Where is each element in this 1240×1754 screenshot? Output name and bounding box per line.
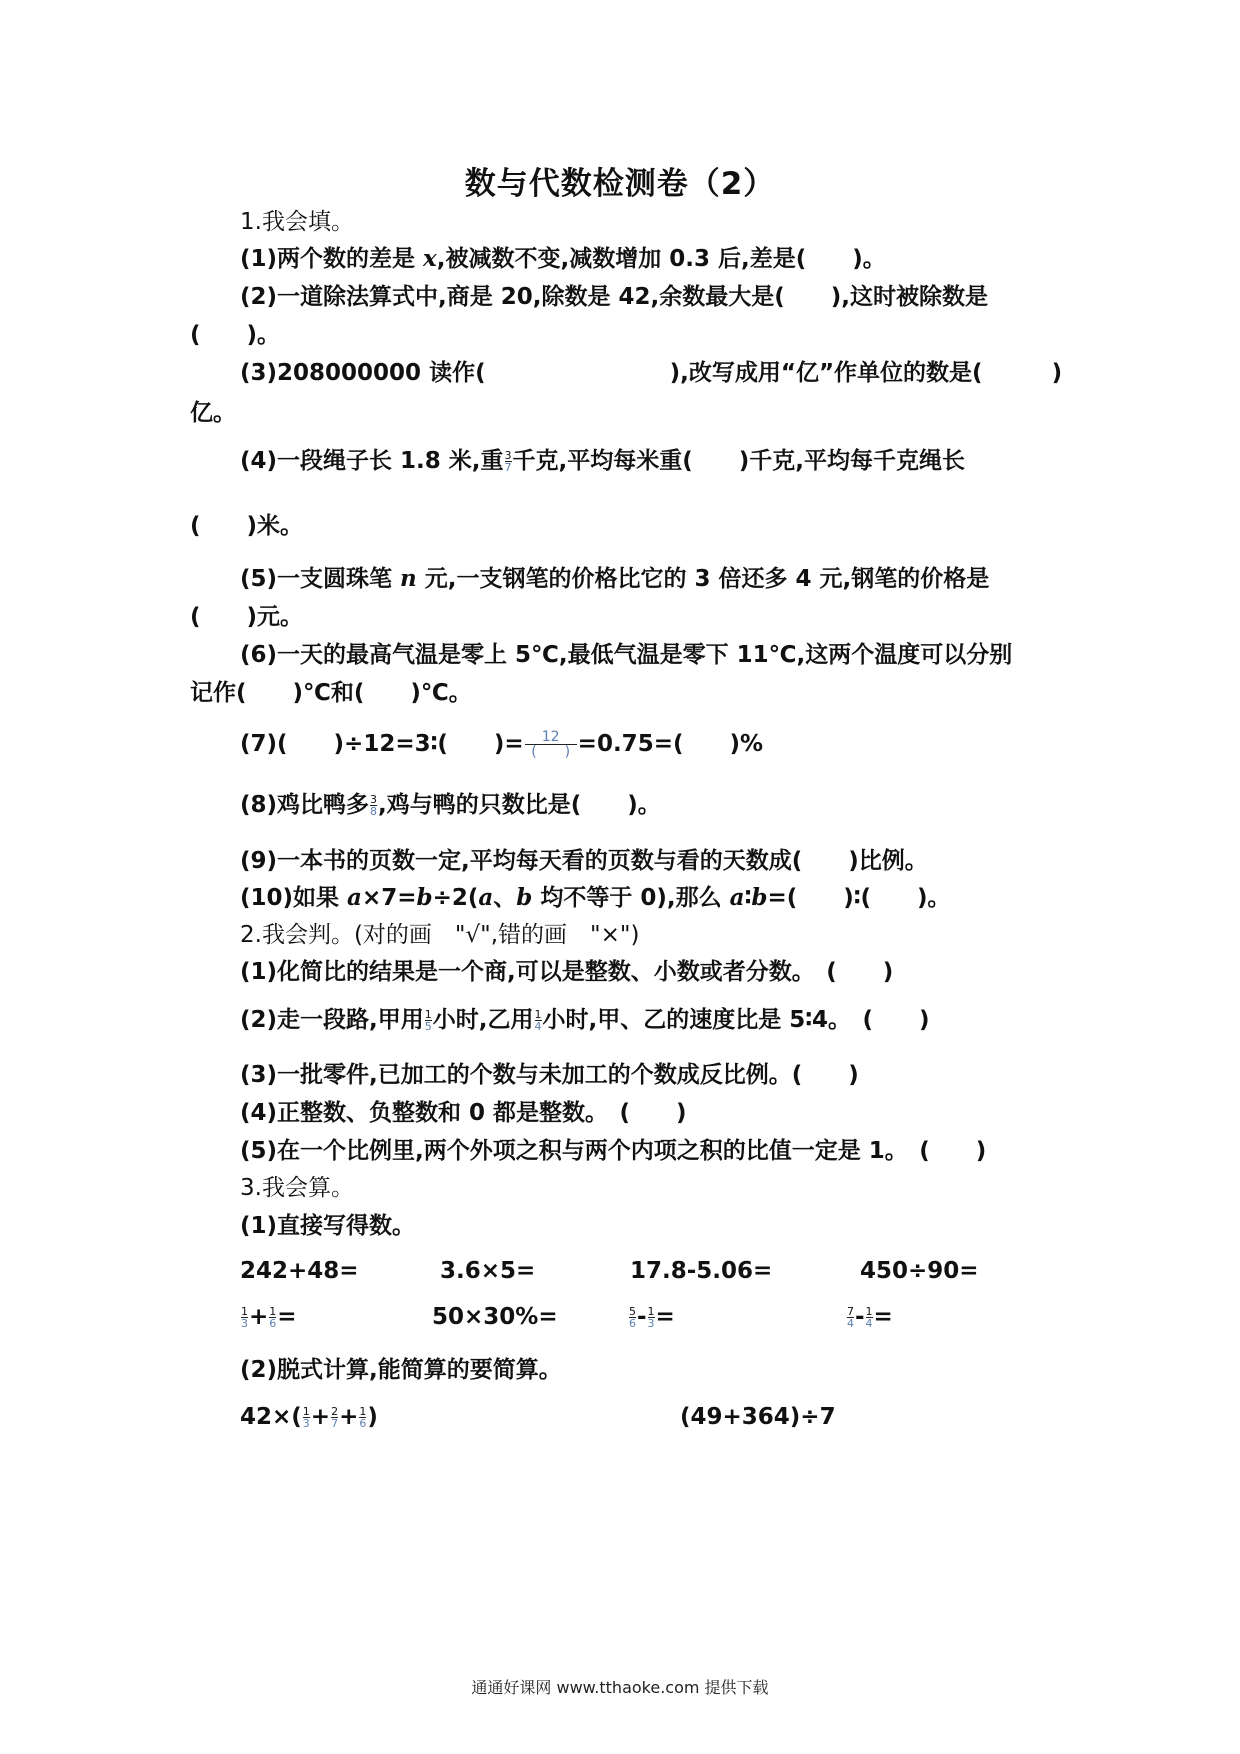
calc-item: $\frac{1}{3}$ + $\frac{1}{6}$ = bbox=[241, 1304, 297, 1330]
section-3-sub1: (1)直接写得数。 bbox=[240, 1213, 416, 1239]
calc-item: 50×30%= bbox=[432, 1304, 558, 1330]
fraction: $\frac{1}{6}$ bbox=[269, 1305, 277, 1330]
footer-credit: 通通好课网 www.tthaoke.com 提供下载 bbox=[471, 1678, 769, 1697]
question-2-3: (3)一批零件,已加工的个数与未加工的个数成反比例。( ) bbox=[240, 1062, 859, 1088]
question-2-5: (5)在一个比例里,两个外项之积与两个内项之积的比值一定是 1。 ( ) bbox=[240, 1138, 987, 1164]
question-2-2: (2)走一段路,甲用 $\frac{1}{5}$ 小时,乙用 $\frac{1}{4}$ 小时,甲、乙的速度比是 5∶4。 ( ) bbox=[240, 1007, 930, 1033]
calc-item: 450÷90= bbox=[860, 1258, 979, 1284]
calc-item: 242+48= bbox=[240, 1258, 359, 1284]
question-1-8: (8)鸡比鸭多 $\frac{3}{8}$ ,鸡与鸭的只数比是( )。 bbox=[240, 792, 661, 818]
question-1-6: (6)一天的最高气温是零上 5℃,最低气温是零下 11℃,这两个温度可以分别 bbox=[240, 642, 1013, 668]
fraction: $\frac{2}{7}$ bbox=[331, 1405, 339, 1430]
question-2-1: (1)化简比的结果是一个商,可以是整数、小数或者分数。 ( ) bbox=[240, 959, 894, 985]
question-1-6-cont: 记作( )℃和( )℃。 bbox=[190, 680, 472, 706]
question-1-3-cont: 亿。 bbox=[190, 400, 236, 426]
question-1-7: (7)( )÷12=3∶( )= $\frac{12}{( )}$ =0.75=( )% bbox=[240, 729, 764, 760]
fraction: $\frac{7}{4}$ bbox=[847, 1305, 854, 1330]
fraction: $\frac{12}{( )}$ bbox=[525, 730, 577, 759]
fraction: $\frac{3}{7}$ bbox=[504, 449, 512, 474]
question-1-5-cont: ( )元。 bbox=[190, 604, 304, 630]
question-1-2: (2)一道除法算式中,商是 20,除数是 42,余数最大是( ),这时被除数是 bbox=[240, 284, 989, 310]
question-1-3: (3)208000000 读作( ),改写成用“亿”作单位的数是( ) bbox=[240, 360, 1063, 386]
fraction: $\frac{1}{3}$ bbox=[241, 1305, 248, 1330]
question-1-5: (5)一支圆珠笔 n 元,一支钢笔的价格比它的 3 倍还多 4 元,钢笔的价格是 bbox=[240, 565, 990, 592]
fraction: $\frac{5}{6}$ bbox=[629, 1305, 636, 1330]
fraction: $\frac{1}{5}$ bbox=[424, 1008, 432, 1033]
calc-expression: 42×( $\frac{1}{3}$ + $\frac{2}{7}$ + $\frac{1}{6}$ ) bbox=[240, 1404, 378, 1430]
calc-item: 3.6×5= bbox=[440, 1258, 536, 1284]
calc-item: $\frac{7}{4}$ - $\frac{1}{4}$ = bbox=[847, 1304, 893, 1330]
section-3-heading: 3.我会算。 bbox=[240, 1175, 354, 1201]
question-1-10: (10)如果 a×7=b÷2(a、b 均不等于 0),那么 a∶b=( )∶( )。 bbox=[240, 884, 951, 911]
question-1-1: (1)两个数的差是 x,被减数不变,减数增加 0.3 后,差是( )。 bbox=[240, 245, 886, 272]
question-2-4: (4)正整数、负整数和 0 都是整数。 ( ) bbox=[240, 1100, 687, 1126]
section-3-sub2: (2)脱式计算,能简算的要简算。 bbox=[240, 1357, 562, 1383]
calc-expression: (49+364)÷7 bbox=[680, 1404, 836, 1430]
calc-item: 17.8-5.06= bbox=[630, 1258, 773, 1284]
question-1-4: (4)一段绳子长 1.8 米,重 $\frac{3}{7}$ 千克,平均每米重( )千克,平均每千克绳长 bbox=[240, 448, 966, 474]
calc-item: $\frac{5}{6}$ - $\frac{1}{3}$ = bbox=[629, 1304, 675, 1330]
fraction: $\frac{1}{3}$ bbox=[302, 1405, 310, 1430]
fraction: $\frac{1}{4}$ bbox=[534, 1008, 542, 1033]
fraction: $\frac{1}{3}$ bbox=[647, 1305, 655, 1330]
fraction: $\frac{3}{8}$ bbox=[370, 793, 378, 818]
question-1-2-cont: ( )。 bbox=[190, 322, 281, 348]
section-1-heading: 1.我会填。 bbox=[240, 209, 354, 235]
page-title: 数与代数检测卷（2） bbox=[464, 166, 776, 202]
fraction: $\frac{1}{4}$ bbox=[865, 1305, 873, 1330]
fraction: $\frac{1}{6}$ bbox=[359, 1405, 367, 1430]
question-1-4-cont: ( )米。 bbox=[190, 513, 304, 539]
question-1-9: (9)一本书的页数一定,平均每天看的页数与看的天数成( )比例。 bbox=[240, 848, 928, 874]
section-2-heading: 2.我会判。(对的画 "√",错的画 "×") bbox=[240, 922, 640, 948]
